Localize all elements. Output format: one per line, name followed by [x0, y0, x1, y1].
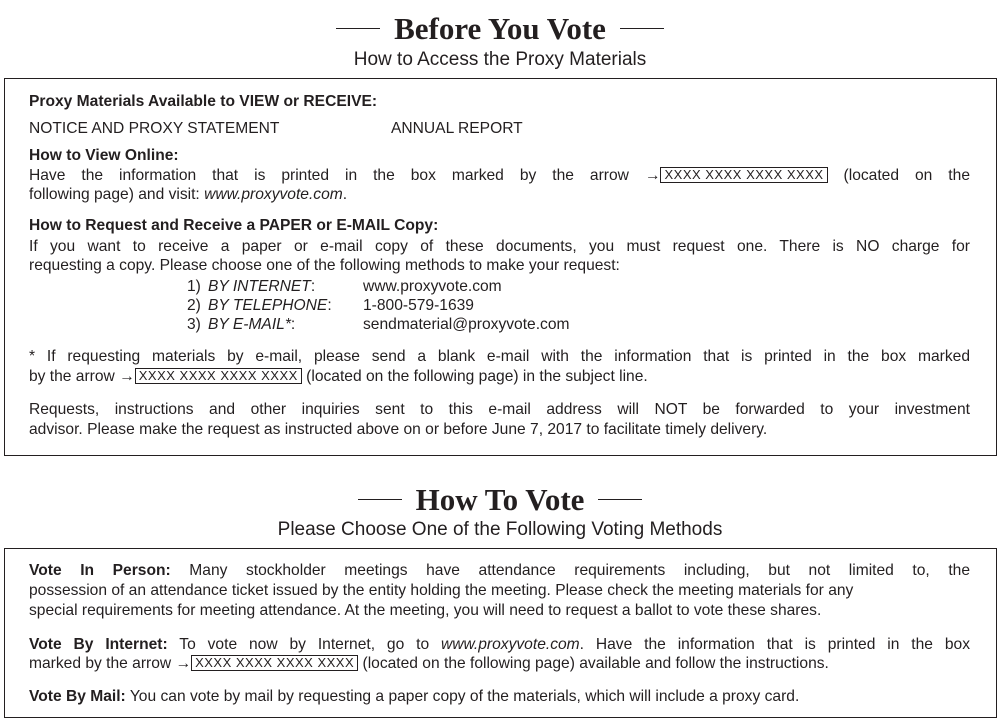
vote-internet-text-2: marked by the arrow: [29, 655, 172, 672]
title-dash-right: [598, 499, 642, 500]
before-you-vote-subtitle: How to Access the Proxy Materials: [353, 49, 647, 70]
title-dash-left: [336, 28, 380, 29]
method-number: 3): [187, 316, 201, 333]
method-number: 2): [187, 297, 201, 314]
vote-internet-text: To vote now by Internet, go to: [179, 636, 430, 653]
before-you-vote-title: [0, 13, 1000, 44]
arrow-icon: →: [644, 167, 661, 184]
view-online-heading: How to View Online:: [29, 147, 179, 164]
vote-mail-label: Vote By Mail:: [29, 688, 126, 705]
view-online-line-1: [29, 166, 970, 185]
request-line-2: requesting a copy. Please choose one of the following methods to make your request:: [29, 257, 620, 274]
vote-in-person-line-1: [29, 561, 970, 580]
vote-mail-line: [29, 687, 970, 706]
available-heading: Proxy Materials Available to VIEW or RECEIVE:: [29, 93, 378, 110]
view-line1-text: Have the information that is printed in the box marked by the arrow: [29, 167, 629, 184]
view-line1-post: (located on the: [843, 167, 970, 184]
before-title-text: Before You Vote: [394, 11, 606, 46]
email-note-post: (located on the following page) in the subject line.: [306, 368, 648, 385]
how-to-vote-subtitle: Please Choose One of the Following Voting Methods: [277, 519, 723, 540]
method-colon: :: [290, 316, 296, 333]
vote-mail-text: You can vote by mail by requesting a paper copy of the materials, which will include a proxy card.: [129, 688, 800, 705]
control-number-box: XXXX XXXX XXXX XXXX: [660, 167, 827, 183]
vote-internet-text-2-post: (located on the following page) available and follow the instructions.: [362, 655, 829, 672]
view-online-line-2: [29, 185, 970, 204]
view-line2-period: .: [342, 186, 348, 203]
doc-notice-proxy: NOTICE AND PROXY STATEMENT: [29, 120, 280, 137]
method-label: BY TELEPHONE: [208, 297, 328, 314]
doc-annual-report: ANNUAL REPORT: [391, 120, 523, 137]
title-dash-left: [358, 499, 402, 500]
how-to-vote-title: [0, 484, 1000, 515]
method-value-internet[interactable]: www.proxyvote.com: [363, 278, 502, 295]
proxyvote-link[interactable]: www.proxyvote.com: [441, 636, 580, 653]
howto-title-text: How To Vote: [415, 482, 585, 517]
method-colon: :: [327, 297, 332, 314]
method-value-telephone[interactable]: 1-800-579-1639: [363, 297, 474, 314]
voting-methods-box: [4, 548, 997, 718]
view-line2-text: following page) and visit:: [29, 186, 200, 203]
method-value-email[interactable]: sendmaterial@proxyvote.com: [363, 316, 570, 333]
method-number: 1): [187, 278, 201, 295]
vote-in-person-text: Many stockholder meetings have attendance requirements including, but not limited to, the: [189, 562, 971, 579]
email-note-line-1: * If requesting materials by e-mail, please send a blank e-mail with the information that is printed in the box marked: [29, 348, 970, 365]
control-number-box: XXXX XXXX XXXX XXXX: [135, 368, 302, 384]
vote-internet-line-1: [29, 635, 970, 654]
vote-in-person-label: Vote In Person:: [29, 562, 171, 579]
title-dash-right: [620, 28, 664, 29]
arrow-icon: →: [175, 655, 192, 672]
method-colon: :: [310, 278, 316, 295]
method-label: BY INTERNET: [208, 278, 311, 295]
proxyvote-link[interactable]: www.proxyvote.com: [204, 186, 343, 203]
vote-in-person-line-3: special requirements for meeting attendance. At the meeting, you will need to request a ballot to vote these shares.: [29, 602, 822, 619]
arrow-icon: →: [119, 368, 135, 385]
forward-line-1: Requests, instructions and other inquiries sent to this e-mail address will NOT be forwarded to your investment: [29, 401, 970, 418]
vote-internet-text-post: . Have the information that is printed in the box: [579, 636, 970, 653]
vote-internet-line-2: [29, 654, 970, 673]
vote-internet-label: Vote By Internet:: [29, 636, 168, 653]
forward-line-2: advisor. Please make the request as instructed above on or before June 7, 2017 to facilitate timely delivery.: [29, 421, 768, 438]
request-line-1: If you want to receive a paper or e-mail copy of these documents, you must request one. There is NO charge for: [29, 238, 970, 255]
method-label: BY E-MAIL*: [208, 316, 291, 333]
request-heading: How to Request and Receive a PAPER or E-MAIL Copy:: [29, 217, 439, 234]
control-number-box: XXXX XXXX XXXX XXXX: [191, 655, 358, 671]
vote-in-person-line-2: possession of an attendance ticket issued by the entity holding the meeting. Please check the meeting materials for any: [29, 582, 854, 599]
proxy-materials-box: [4, 78, 997, 456]
email-note-text: by the arrow: [29, 368, 115, 385]
email-note-line-2: [29, 367, 970, 386]
available-docs: [29, 119, 970, 138]
